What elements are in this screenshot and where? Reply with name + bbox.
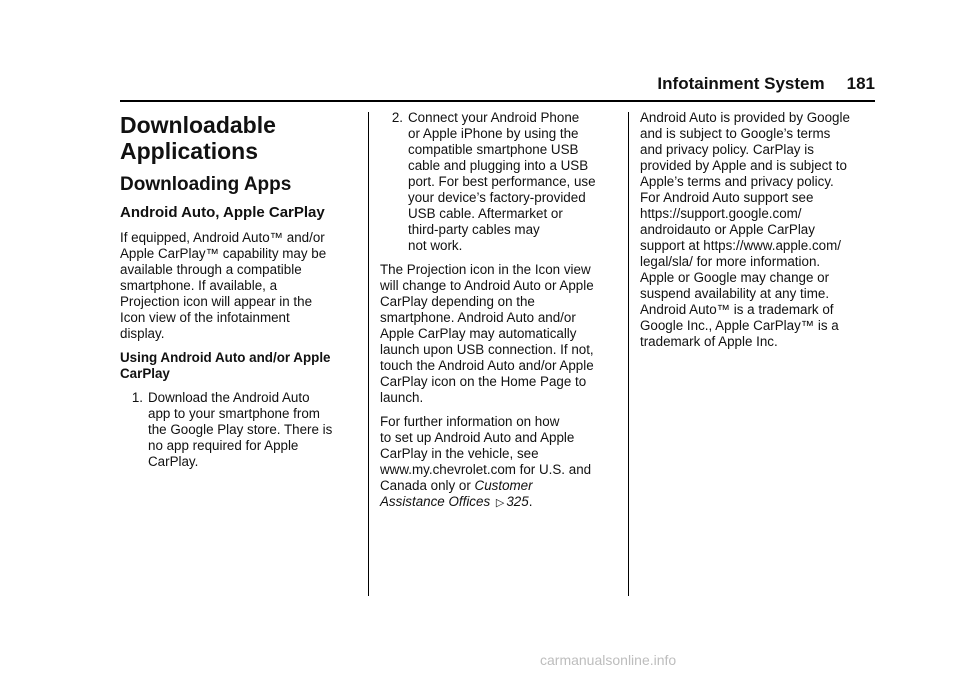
title-line-2: Applications	[120, 138, 259, 164]
page-header	[120, 74, 875, 94]
watermark: carmanualsonline.info	[540, 652, 677, 668]
column-1	[120, 110, 358, 478]
list-item	[120, 390, 358, 470]
further-info-paragraph: For further information on how to set up Android Auto and Apple CarPlay in the vehicle, see www.my.chevrolet.com for U.S. and Canada only or Customer Assistance Offices ▷ 325.	[380, 414, 592, 509]
step-text: Connect your Android Phone or Apple iPhone by using the compatible smartphone USB cable and plugging into a USB port. For best performance, use your device’s factory-provided USB cable. Aftermarket or third-party cables may not work.	[408, 110, 596, 253]
intro-paragraph: If equipped, Android Auto™ and/or Apple CarPlay™ capability may be available through a compatible smartphone. If available, a Projection icon will appear in the Icon view of the infotainment display.	[120, 230, 327, 341]
header-rule	[120, 100, 875, 102]
arrow-right-icon: ▷	[495, 497, 505, 509]
legal-paragraph: Android Auto is provided by Google and is subject to Google’s terms and privacy policy. CarPlay is provided by Apple and is subject to Apple’s terms and privacy policy. For Android Auto support see https://support.google.com/ androidauto or Apple CarPlay support at https://www.apple.com/ legal/sla/ for more information. Apple or Google may change or suspend availability at any time. Android Auto™ is a trademark of Google Inc., Apple CarPlay™ is a trademark of Apple Inc.	[640, 110, 850, 349]
cross-reference-page[interactable]: 325	[506, 494, 529, 509]
section-title: Infotainment System	[657, 74, 825, 93]
list-item	[380, 110, 620, 254]
step-number: 2.	[391, 110, 403, 125]
step-text: Download the Android Auto app to your smartphone from the Google Play store. There is no app required for Apple CarPlay.	[148, 390, 333, 469]
cross-reference-link[interactable]: Assistance Offices	[380, 494, 491, 509]
column-3	[640, 110, 880, 358]
subsection-heading: Android Auto, Apple CarPlay	[120, 204, 325, 221]
page-title	[120, 112, 358, 164]
page-number: 181	[846, 74, 875, 93]
column-divider-2	[628, 112, 629, 596]
procedure-heading: Using Android Auto and/or Apple CarPlay	[120, 350, 331, 381]
column-divider-1	[368, 112, 369, 596]
section-heading: Downloading Apps	[120, 174, 292, 195]
step-number: 1.	[131, 390, 143, 405]
projection-paragraph: The Projection icon in the Icon view will change to Android Auto or Apple CarPlay depending on the smartphone. Android Auto and/or Apple CarPlay may automatically launch upon USB connection. If not, touch the Android Auto and/or Apple CarPlay icon on the Home Page to launch.	[380, 262, 594, 405]
column-2	[380, 110, 620, 519]
title-line-1: Downloadable	[120, 112, 276, 138]
